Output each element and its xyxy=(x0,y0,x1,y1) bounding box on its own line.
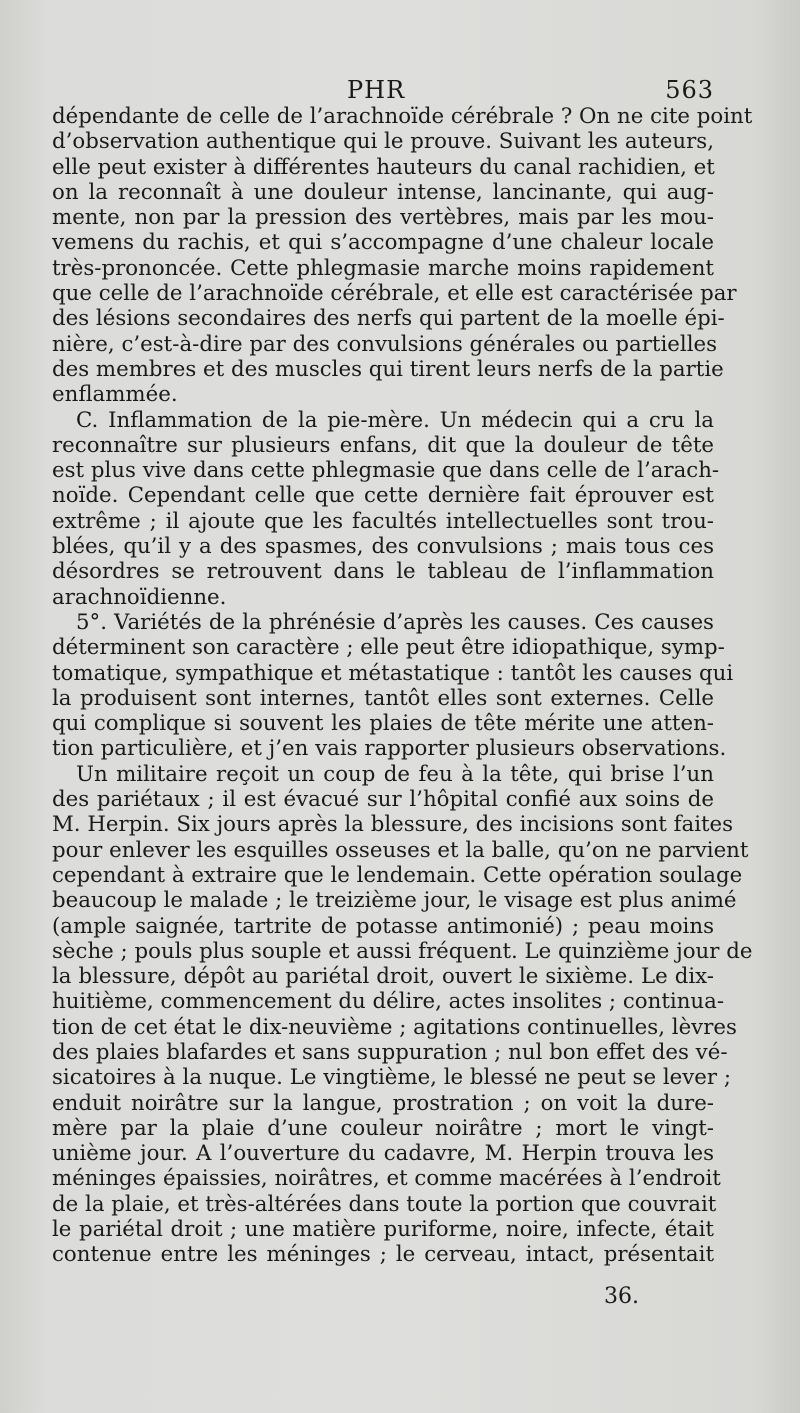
text-line: le pariétal droit ; une matière puriforme, noire, infecte, était xyxy=(52,1217,714,1243)
text-line: M. Herpin. Six jours après la blessure, des incisions sont faites xyxy=(52,812,734,838)
page-number: 563 xyxy=(665,76,714,104)
text-line: tomatique, sympathique et métastatique : tantôt les causes qui xyxy=(52,660,734,686)
text-line: reconnaître sur plusieurs enfans, dit que la douleur de tête xyxy=(52,432,714,458)
text-line: des pariétaux ; il est évacué sur l’hôpital confié aux soins de xyxy=(52,787,714,813)
text-line: unième jour. A l’ouverture du cadavre, M. Herpin trouva les xyxy=(52,1141,714,1167)
body-text xyxy=(52,104,753,1268)
running-title: PHR xyxy=(347,76,406,104)
text-line: enflammée. xyxy=(52,382,178,408)
text-line: la blessure, dépôt au pariétal droit, ouvert le sixième. Le dix- xyxy=(52,964,714,990)
text-line: méninges épaissies, noirâtres, et comme macérées à l’endroit xyxy=(52,1166,721,1192)
text-line: mère par la plaie d’une couleur noirâtre ; mort le vingt- xyxy=(52,1115,714,1141)
text-line: des lésions secondaires des nerfs qui partent de la moelle épi- xyxy=(52,306,725,332)
text-line: tion de cet état le dix-neuvième ; agitations continuelles, lèvres xyxy=(52,1014,737,1040)
text-line: que celle de l’arachnoïde cérébrale, et elle est caractérisée par xyxy=(52,281,737,307)
text-line: noïde. Cependant celle que cette dernière fait éprouver est xyxy=(52,483,714,509)
text-line: (ample saignée, tartrite de potasse antimonié) ; peau moins xyxy=(52,913,714,939)
text-line: Un militaire reçoit un coup de feu à la tête, qui brise l’un xyxy=(76,761,714,787)
text-line: des plaies blafardes et sans suppuration ; nul bon effet des vé- xyxy=(52,1039,728,1065)
text-line: des membres et des muscles qui tirent leurs nerfs de la partie xyxy=(52,356,724,382)
text-line: blées, qu’il y a des spasmes, des convulsions ; mais tous ces xyxy=(52,534,714,560)
text-line: arachnoïdienne. xyxy=(52,584,227,610)
text-line: sicatoires à la nuque. Le vingtième, le blessé ne peut se lever ; xyxy=(52,1065,732,1091)
text-line: enduit noirâtre sur la langue, prostration ; on voit la dure- xyxy=(52,1090,714,1116)
text-line: est plus vive dans cette phlegmasie que dans celle de l’arach- xyxy=(52,458,720,484)
text-line: 5°. Variétés de la phrénésie d’après les causes. Ces causes xyxy=(76,609,714,635)
text-line: elle peut exister à différentes hauteurs du canal rachidien, et xyxy=(52,154,715,180)
text-line: on la reconnaît à une douleur intense, lancinante, qui aug- xyxy=(52,179,714,205)
text-line: mente, non par la pression des vertèbres, mais par les mou- xyxy=(52,205,714,231)
text-line: désordres se retrouvent dans le tableau de l’inflammation xyxy=(52,559,714,585)
text-line: dépendante de celle de l’arachnoïde cérébrale ? On ne cite point xyxy=(52,104,753,129)
text-line: cependant à extraire que le lendemain. Cette opération soulage xyxy=(52,862,743,888)
text-line: d’observation authentique qui le prouve. Suivant les auteurs, xyxy=(52,129,714,155)
text-line: vemens du rachis, et qui s’accompagne d’une chaleur locale xyxy=(52,230,714,256)
text-line: la produisent sont internes, tantôt elles sont externes. Celle xyxy=(52,685,714,711)
text-line: beaucoup le malade ; le treizième jour, le visage est plus animé xyxy=(52,888,737,914)
signature-mark: 36. xyxy=(604,1284,639,1309)
text-line: contenue entre les méninges ; le cerveau, intact, présentait xyxy=(52,1242,714,1268)
text-line: C. Inflammation de la pie-mère. Un médecin qui a cru la xyxy=(76,407,714,433)
text-line: pour enlever les esquilles osseuses et la balle, qu’on ne parvient xyxy=(52,837,749,863)
text-line: huitième, commencement du délire, actes insolites ; continua- xyxy=(52,989,725,1015)
text-line: sèche ; pouls plus souple et aussi fréquent. Le quinzième jour de xyxy=(52,938,753,964)
text-line: extrême ; il ajoute que les facultés intellectuelles sont trou- xyxy=(52,508,714,534)
text-line: tion particulière, et j’en vais rapporter plusieurs observations. xyxy=(52,736,727,762)
text-line: de la plaie, et très-altérées dans toute la portion que couvrait xyxy=(52,1191,717,1217)
text-line: nière, c’est-à-dire par des convulsions générales ou partielles xyxy=(52,331,718,357)
page-header xyxy=(52,76,714,106)
text-line: déterminent son caractère ; elle peut être idiopathique, symp- xyxy=(52,635,725,661)
text-line: très-prononcée. Cette phlegmasie marche moins rapidement xyxy=(52,255,714,281)
text-line: qui complique si souvent les plaies de tête mérite une atten- xyxy=(52,711,714,737)
